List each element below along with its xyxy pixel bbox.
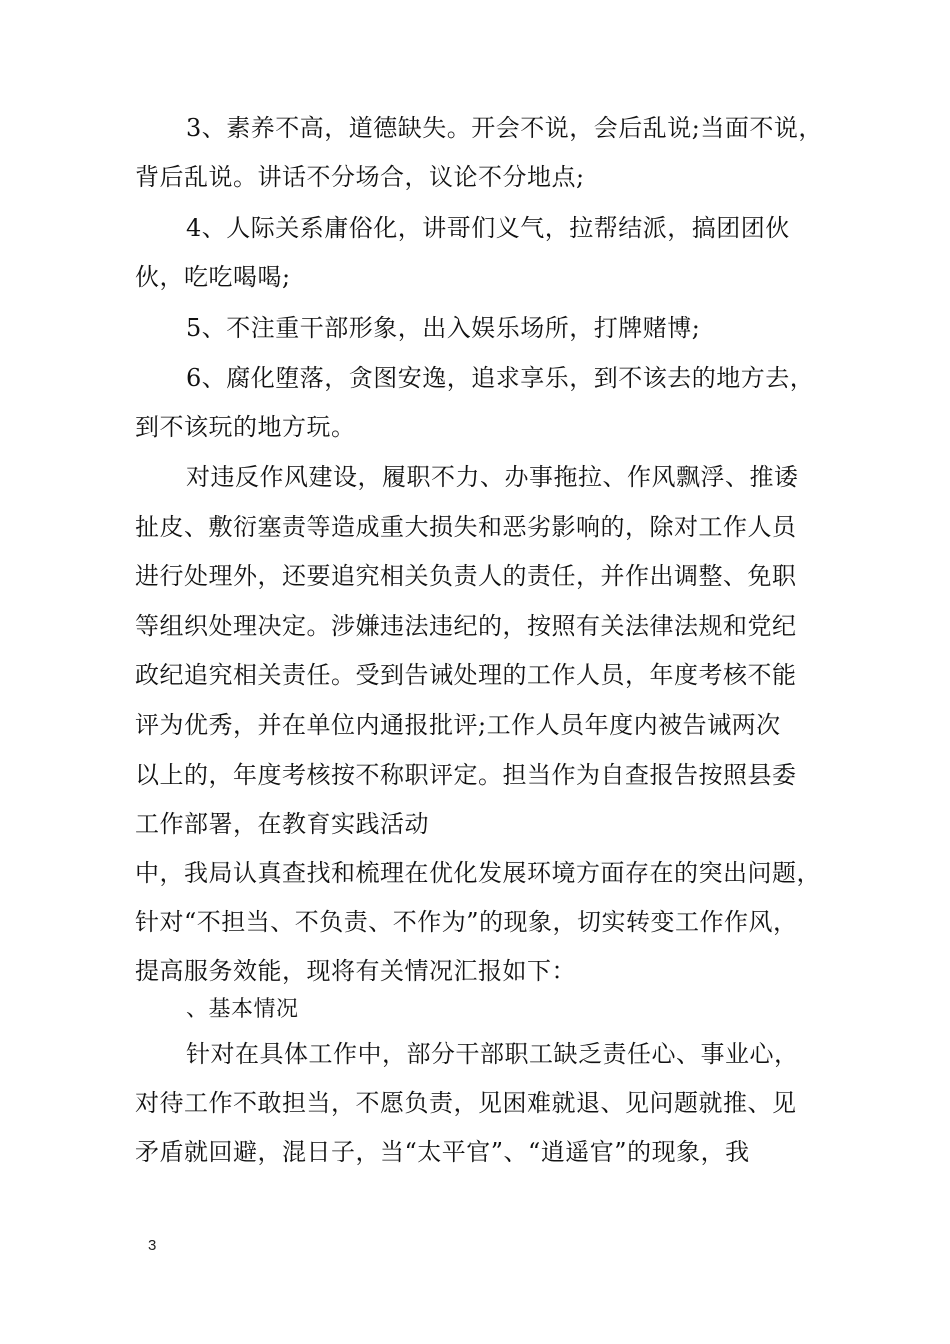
text-line: 进行处理外，还要追究相关负责人的责任，并作出调整、免职	[135, 562, 797, 590]
text-line: 5、不注重干部形象，出入娱乐场所，打牌赌博;	[186, 314, 701, 342]
text-line: 政纪追究相关责任。受到告诫处理的工作人员，年度考核不能	[135, 661, 797, 689]
text-line: 3、素养不高，道德缺失。开会不说，会后乱说;当面不说，	[186, 114, 823, 142]
text-line: 对待工作不敢担当，不愿负责，见困难就退、见问题就推、见	[135, 1089, 797, 1117]
text-line: 针对在具体工作中，部分干部职工缺乏责任心、事业心，	[186, 1040, 799, 1068]
text-line: 中，我局认真查找和梳理在优化发展环境方面存在的突出问题，	[135, 859, 821, 887]
text-line: 背后乱说。讲话不分场合，议论不分地点;	[135, 163, 585, 191]
section-heading: 、基本情况	[186, 997, 299, 1022]
text-line: 提高服务效能，现将有关情况汇报如下：	[135, 957, 576, 985]
text-line: 6、腐化堕落，贪图安逸，追求享乐，到不该去的地方去，	[186, 364, 815, 392]
text-line: 矛盾就回避，混日子，当“太平官”、“逍遥官”的现象，我	[135, 1138, 750, 1166]
text-line: 4、人际关系庸俗化，讲哥们义气，拉帮结派，搞团团伙	[186, 214, 790, 242]
text-line: 伙，吃吃喝喝;	[135, 263, 291, 291]
page-number: 3	[148, 1237, 157, 1254]
text-line: 对违反作风建设，履职不力、办事拖拉、作风飘浮、推诿	[186, 463, 799, 491]
text-line: 以上的，年度考核按不称职评定。担当作为自查报告按照县委	[135, 761, 797, 789]
text-line: 工作部署，在教育实践活动	[135, 810, 429, 838]
text-line: 到不该玩的地方玩。	[135, 413, 356, 441]
text-line: 评为优秀，并在单位内通报批评;工作人员年度内被告诫两次	[135, 711, 781, 739]
text-line: 针对“不担当、不负责、不作为”的现象，切实转变工作作风，	[135, 908, 798, 936]
text-line: 等组织处理决定。涉嫌违法违纪的，按照有关法律法规和党纪	[135, 612, 797, 640]
text-line: 扯皮、敷衍塞责等造成重大损失和恶劣影响的，除对工作人员	[135, 513, 797, 541]
